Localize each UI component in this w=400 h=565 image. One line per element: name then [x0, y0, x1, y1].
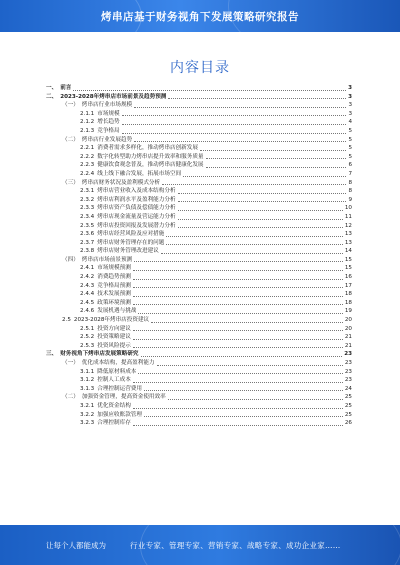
toc-entry[interactable]: [46, 230, 352, 239]
toc-leader-dots: [134, 261, 343, 262]
toc-leader-dots: [133, 296, 343, 297]
toc-leader-dots: [134, 107, 346, 108]
toc-entry[interactable]: [46, 127, 352, 136]
toc-entry-number: 2.2.1: [80, 145, 95, 152]
toc-leader-dots: [134, 141, 346, 142]
toc-entry-number: 2.3.2: [80, 196, 95, 203]
toc-entry[interactable]: [46, 213, 352, 222]
toc-entry-label: 优化资金结构: [97, 402, 131, 409]
footer-slogan-right: 行业专家、管理专家、营销专家、战略专家、成功企业家……: [130, 541, 341, 550]
toc-leader-dots: [144, 416, 343, 417]
toc-entry-number: 3.1.3: [80, 385, 95, 392]
toc-leader-dots: [206, 158, 347, 159]
toc-entry-page: 15: [344, 265, 352, 272]
toc-entry[interactable]: [46, 393, 352, 402]
toc-entry-number: 2.1.3: [80, 127, 95, 134]
toc-entry-number: 3.2.3: [80, 420, 95, 427]
toc-entry[interactable]: [46, 239, 352, 248]
toc-entry-label: 合理控制库存: [97, 420, 131, 427]
toc-entry[interactable]: [46, 264, 352, 273]
toc-entry-label: 烤串店投资回报及发展潜力分析: [97, 222, 176, 229]
toc-entry-number: 2.4.4: [80, 291, 95, 298]
toc-entry-number: 2.3.1: [80, 188, 95, 195]
toc-entry[interactable]: [46, 153, 352, 162]
toc-entry-page: 25: [344, 394, 352, 401]
toc-entry-number: 二、: [46, 93, 58, 100]
toc-leader-dots: [133, 347, 343, 348]
toc-entry[interactable]: [46, 402, 352, 411]
toc-leader-dots: [166, 236, 343, 237]
toc-entry-number: 2.2.2: [80, 153, 95, 160]
toc-entry-label: 投资策略建议: [97, 334, 131, 341]
toc-leader-dots: [200, 150, 347, 151]
toc-leader-dots: [178, 193, 347, 194]
toc-entry-label: 投资风险提示: [97, 342, 131, 349]
toc-entry-number: 2.4.3: [80, 282, 95, 289]
toc-entry-label: 竞争格局: [97, 127, 120, 134]
toc-entry-label: 市场规模: [97, 110, 120, 117]
toc-leader-dots: [178, 210, 343, 211]
toc-entry-page: 21: [344, 334, 352, 341]
toc-entry-label: 投资方向建议: [97, 325, 131, 332]
toc-entry[interactable]: [46, 187, 352, 196]
toc-leader-dots: [157, 365, 343, 366]
toc-leader-dots: [161, 253, 343, 254]
toc-entry-label: 发展机遇与挑战: [97, 308, 137, 315]
report-title: 烤串店基于财务视角下发展策略研究报告: [101, 11, 299, 23]
toc-entry-label: 竞争格局预测: [97, 282, 131, 289]
toc-entry-label: 烤串店行业发展趋势: [81, 136, 133, 143]
toc-leader-dots: [133, 279, 343, 280]
toc-leader-dots: [133, 270, 343, 271]
toc-entry-number: 2.1.1: [80, 110, 95, 117]
toc-leader-dots: [133, 330, 343, 331]
toc-entry[interactable]: [46, 385, 352, 394]
toc-entry-page: 3: [348, 102, 352, 109]
toc-entry-page: 19: [344, 308, 352, 315]
toc-entry-label: 增长趋势: [97, 119, 120, 126]
toc-entry-label: 烤串店财务状况及盈利模式分析: [81, 179, 161, 186]
toc-entry-number: 2.5.1: [80, 325, 95, 332]
toc-entry-page: 21: [344, 342, 352, 349]
toc-entry-label: 政策环境预测: [97, 299, 131, 306]
toc-entry-label: 消费者需求多样化，推动烤串店创新发展: [97, 145, 198, 152]
toc-leader-dots: [178, 227, 343, 228]
toc-entry-page: 20: [344, 325, 352, 332]
toc-entry[interactable]: [46, 84, 352, 93]
toc-entry-label: 烤串店资产负债及偿债能力分析: [97, 205, 176, 212]
toc-entry-number: 3.1.2: [80, 377, 95, 384]
footer-slogan-left: 让每个人都能成为: [46, 541, 106, 550]
toc-entry[interactable]: [46, 161, 352, 170]
toc-entry-page: 5: [348, 127, 352, 134]
toc-entry-page: 6: [348, 162, 352, 169]
toc-entry-number: 2.2.4: [80, 170, 95, 177]
toc-entry-page: 5: [348, 136, 352, 143]
toc-entry-page: 11: [344, 213, 352, 220]
toc-leader-dots: [178, 201, 347, 202]
toc-entry-number: 2.5: [62, 317, 71, 324]
toc-entry-page: 4: [348, 119, 352, 126]
table-of-contents: [46, 84, 352, 428]
toc-entry-number: 2.5.2: [80, 334, 95, 341]
toc-entry[interactable]: [46, 419, 352, 428]
toc-entry-page: 7: [348, 170, 352, 177]
toc-leader-dots: [141, 356, 343, 357]
toc-entry-page: 3: [348, 93, 352, 100]
toc-entry-label: 烤串店财务管理改进建议: [97, 248, 159, 255]
toc-entry-number: （四）: [62, 256, 79, 263]
toc-entry[interactable]: [46, 93, 352, 102]
toc-entry-number: 2.3.3: [80, 205, 95, 212]
toc-entry-page: 23: [344, 360, 352, 366]
toc-entry-number: 一、: [46, 85, 58, 91]
toc-entry[interactable]: [46, 368, 352, 377]
toc-entry[interactable]: [46, 118, 352, 127]
toc-entry-page: 9: [348, 196, 352, 203]
toc-leader-dots: [206, 167, 347, 168]
toc-entry[interactable]: [46, 350, 352, 359]
toc-entry-label: 烤串店营业收入及成本结构分析: [97, 188, 176, 195]
toc-entry[interactable]: [46, 325, 352, 334]
toc-entry-number: 3.1.1: [80, 368, 95, 375]
toc-entry-number: 2.5.3: [80, 342, 95, 349]
toc-entry-page: 23: [344, 377, 352, 384]
toc-entry[interactable]: [46, 170, 352, 179]
toc-entry-page: 3: [348, 110, 352, 117]
toc-entry-page: 23: [344, 368, 352, 375]
toc-entry-label: 烤串店利润水平及盈利能力分析: [97, 196, 176, 203]
toc-entry-page: 5: [348, 153, 352, 160]
toc-entry-number: （三）: [62, 179, 79, 186]
toc-entry-number: （一）: [62, 102, 79, 109]
toc-leader-dots: [133, 304, 343, 305]
toc-entry-label: 烤串店行业市场规模: [81, 102, 133, 109]
toc-entry[interactable]: [46, 290, 352, 299]
toc-entry[interactable]: [46, 196, 352, 205]
toc-leader-dots: [178, 219, 343, 220]
toc-entry[interactable]: [46, 299, 352, 308]
toc-entry-number: 2.1.2: [80, 119, 95, 126]
toc-entry-page: 5: [348, 145, 352, 152]
toc-entry-label: 加强资金管理，提高资金使用效率: [81, 394, 166, 401]
toc-entry-page: 10: [344, 205, 352, 212]
toc-entry[interactable]: [46, 247, 352, 256]
toc-entry[interactable]: [46, 316, 352, 325]
toc-entry-number: 2.3.6: [80, 231, 95, 238]
toc-entry[interactable]: [46, 179, 352, 188]
toc-leader-dots: [168, 98, 346, 99]
toc-entry-number: （二）: [62, 136, 79, 143]
toc-entry-number: 2.3.4: [80, 213, 95, 220]
footer-banner: [0, 525, 400, 565]
toc-entry[interactable]: [46, 359, 352, 368]
toc-entry-number: 2.4.1: [80, 265, 95, 272]
toc-entry-page: 16: [344, 274, 352, 281]
toc-entry-page: 25: [344, 402, 352, 409]
toc-entry-page: 13: [344, 231, 352, 238]
toc-entry-page: 15: [344, 256, 352, 263]
toc-entry-label: 合理控制运营费用: [97, 385, 142, 392]
toc-entry-label: 财务视角下烤串店发展策略研究: [60, 351, 139, 358]
toc-leader-dots: [183, 176, 346, 177]
toc-entry-page: 18: [344, 299, 352, 306]
toc-entry[interactable]: [46, 136, 352, 145]
toc-entry-label: 消费趋势预测: [97, 274, 131, 281]
toc-entry-label: 控制人工成本: [97, 377, 131, 384]
toc-entry-label: 前言: [60, 85, 72, 91]
toc-entry[interactable]: [46, 282, 352, 291]
toc-entry[interactable]: [46, 342, 352, 351]
toc-entry[interactable]: [46, 307, 352, 316]
toc-entry-label: 2023-2028年烤串店投资建议: [73, 317, 150, 324]
toc-entry-label: 加强应收账款管理: [97, 411, 142, 418]
toc-entry-number: 三、: [46, 351, 58, 358]
toc-entry-number: 2.2.3: [80, 162, 95, 169]
toc-entry[interactable]: [46, 411, 352, 420]
toc-entry[interactable]: [46, 222, 352, 231]
toc-entry-number: 2.3.7: [80, 239, 95, 246]
toc-entry-number: 3.2.2: [80, 411, 95, 418]
toc-entry-label: 市场规模预测: [97, 265, 131, 272]
toc-entry[interactable]: [46, 273, 352, 282]
toc-entry-page: 17: [344, 282, 352, 289]
toc-entry-label: 降低原材料成本: [97, 368, 137, 375]
toc-entry[interactable]: [46, 376, 352, 385]
toc-leader-dots: [73, 90, 346, 91]
toc-leader-dots: [133, 408, 343, 409]
toc-entry-label: 烤串店经营风险及应对措施: [97, 231, 165, 238]
toc-entry[interactable]: [46, 101, 352, 110]
toc-leader-dots: [144, 390, 343, 391]
toc-entry-page: 24: [344, 385, 352, 392]
toc-entry-page: 23: [344, 351, 352, 358]
toc-entry-page: 26: [344, 420, 352, 427]
header-banner: [0, 0, 400, 32]
toc-entry-label: 线上线下融合发展，拓展市场空间: [97, 170, 182, 177]
toc-entry[interactable]: [46, 256, 352, 265]
toc-entry-label: 技术发展预测: [97, 291, 131, 298]
toc-entry[interactable]: [46, 333, 352, 342]
toc-entry-page: 12: [344, 222, 352, 229]
toc-leader-dots: [122, 133, 347, 134]
toc-leader-dots: [151, 322, 343, 323]
toc-entry-label: 烤串店财务管理存在的问题: [97, 239, 165, 246]
toc-entry-page: 3: [348, 85, 352, 91]
toc-entry-label: 数字化转型助力烤串店提升效率和服务质量: [97, 153, 204, 160]
toc-entry[interactable]: [46, 144, 352, 153]
toc-leader-dots: [122, 115, 347, 116]
toc-entry-page: 25: [344, 411, 352, 418]
toc-entry-number: （一）: [62, 360, 79, 366]
toc-entry-label: 烤串店市场前景预测: [81, 256, 133, 263]
toc-leader-dots: [133, 425, 343, 426]
toc-entry-number: 3.2.1: [80, 402, 95, 409]
toc-entry-page: 8: [348, 179, 352, 186]
toc-entry-number: 2.3.8: [80, 248, 95, 255]
toc-entry-page: 14: [344, 248, 352, 255]
toc-entry-number: （二）: [62, 394, 79, 401]
toc-leader-dots: [138, 373, 342, 374]
toc-entry-number: 2.4.5: [80, 299, 95, 306]
toc-entry-label: 健康饮食观念普及，推动烤串店健康化发展: [97, 162, 204, 169]
toc-entry-page: 18: [344, 291, 352, 298]
toc-entry-number: 2.3.5: [80, 222, 95, 229]
toc-entry[interactable]: [46, 204, 352, 213]
toc-leader-dots: [122, 124, 347, 125]
toc-leader-dots: [168, 399, 343, 400]
toc-entry[interactable]: [46, 110, 352, 119]
toc-entry-page: 8: [348, 188, 352, 195]
toc-leader-dots: [133, 287, 343, 288]
toc-entry-label: 烤串店现金流量及营运能力分析: [97, 213, 176, 220]
toc-entry-label: 2023-2028年烤串店市场前景及趋势预测: [60, 93, 167, 100]
toc-entry-page: 20: [344, 317, 352, 324]
toc-leader-dots: [133, 339, 343, 340]
toc-leader-dots: [138, 313, 342, 314]
toc-entry-number: 2.4.2: [80, 274, 95, 281]
toc-leader-dots: [166, 244, 343, 245]
toc-leader-dots: [162, 184, 346, 185]
toc-leader-dots: [133, 382, 343, 383]
toc-entry-page: 13: [344, 239, 352, 246]
toc-entry-number: 2.4.6: [80, 308, 95, 315]
toc-heading: 内容目录: [170, 60, 230, 76]
toc-entry-label: 优化成本结构，提高盈利能力: [81, 360, 155, 366]
